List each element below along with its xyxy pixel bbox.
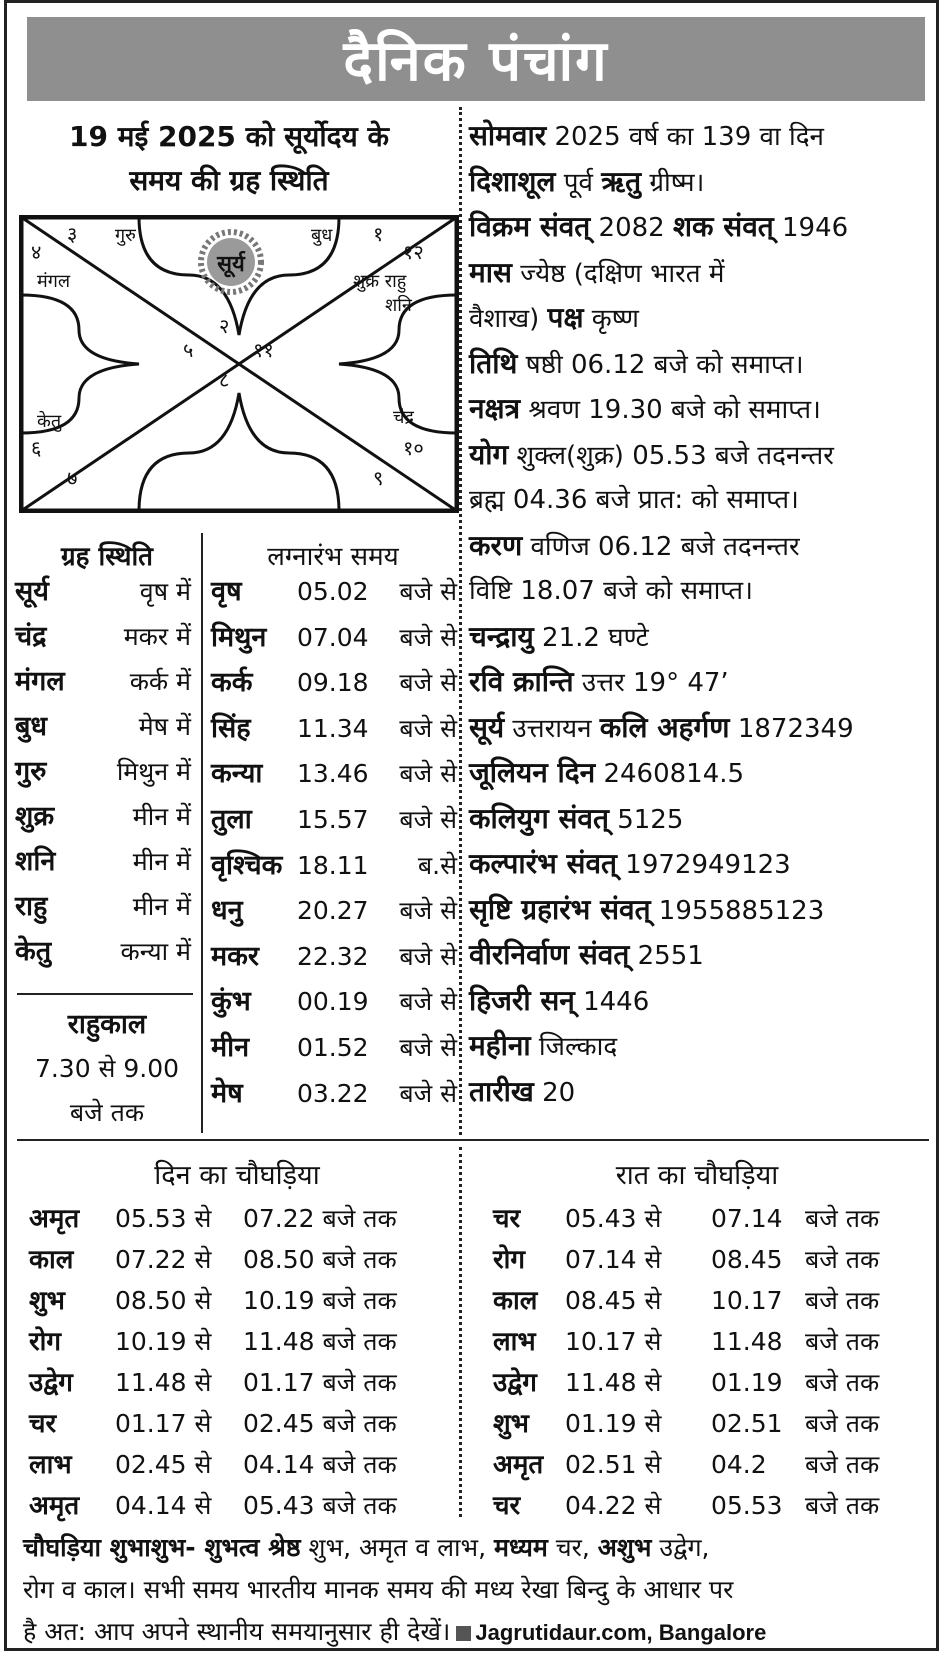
house-number: ११ <box>253 338 274 362</box>
panchang-value: वैशाख) <box>469 304 548 334</box>
panchang-line <box>469 341 804 387</box>
panchang-value: 20 <box>533 1077 576 1108</box>
day-choghadiya-row <box>29 1240 449 1280</box>
choghadiya-name: काल <box>29 1245 74 1275</box>
panchang-key: रवि क्रान्ति <box>469 665 574 698</box>
panchang-value: उत्तर 19° 47’ <box>573 668 729 698</box>
panchang-line <box>469 705 854 751</box>
lagna-time: 03.22 <box>297 1078 369 1108</box>
panchang-key: जूलियन दिन <box>469 756 596 789</box>
panchang-value: शुक्ल(शुक्र) 05.53 बजे तदनन्तर <box>508 440 834 471</box>
square-bullet-icon <box>456 1626 471 1641</box>
footer-text: उद्वेग, <box>651 1533 710 1562</box>
night-choghadiya-row <box>493 1199 933 1239</box>
lagna-row <box>211 751 457 797</box>
planet-mangal: मंगल <box>37 271 71 292</box>
panchang-value: कृष्ण <box>583 304 639 334</box>
choghadiya-from: 01.19 से <box>565 1409 662 1438</box>
graha-rashi: मिथुन में <box>116 757 191 786</box>
day-choghadiya-row <box>29 1363 449 1403</box>
choghadiya-to: 11.48 <box>711 1327 783 1356</box>
choghadiya-tail: बजे तक <box>805 1245 880 1274</box>
panchang-value: 2025 वर्ष का 139 वा दिन <box>546 122 824 152</box>
choghadiya-name: शुभ <box>493 1409 529 1439</box>
lagna-row <box>211 888 457 934</box>
night-choghadiya-heading: रात का चौघड़िया <box>615 1160 779 1191</box>
choghadiya-name: रोग <box>493 1245 526 1275</box>
choghadiya-name: काल <box>493 1286 538 1316</box>
lagna-name: कर्क <box>211 667 253 699</box>
lagna-row <box>211 706 457 752</box>
panchang-line <box>469 932 704 978</box>
graha-name: सूर्य <box>15 576 49 607</box>
lagna-name: तुला <box>211 804 252 835</box>
lagna-time: 09.18 <box>297 668 369 698</box>
panchang-line <box>469 750 744 796</box>
choghadiya-to: 08.50 बजे तक <box>243 1245 397 1274</box>
column-divider <box>459 107 462 1135</box>
panchang-line <box>469 614 649 660</box>
house-number: ४ <box>31 240 42 264</box>
choghadiya-to: 07.22 बजे तक <box>243 1204 397 1233</box>
panchang-key: तारीख <box>469 1074 534 1108</box>
footer-text: शुभ, अमृत व लाभ, <box>300 1533 494 1562</box>
panchang-line <box>469 978 649 1024</box>
choghadiya-tail: बजे तक <box>805 1286 880 1315</box>
panchang-line <box>469 250 724 296</box>
panchang-value: 1972949123 <box>617 850 791 880</box>
panchang-line <box>469 159 704 205</box>
panchang-key: शक संवत् <box>672 210 774 243</box>
source-credit: Jagrutidaur.com, Bangalore <box>475 1620 767 1645</box>
lagna-time: 01.52 <box>297 1033 369 1062</box>
night-choghadiya-row <box>493 1363 933 1403</box>
panchang-value: ब्रह्म 04.36 बजे प्रात: को समाप्त। <box>469 485 799 515</box>
panchang-value: जिल्काद <box>530 1032 618 1062</box>
lagna-name: धनु <box>211 895 243 927</box>
choghadiya-name: चर <box>493 1491 521 1521</box>
panchang-value: षष्ठी 06.12 बजे को समाप्त। <box>517 349 804 380</box>
choghadiya-from: 08.50 से <box>115 1286 212 1315</box>
graha-rashi: कर्क में <box>129 667 191 696</box>
choghadiya-to: 10.19 बजे तक <box>243 1286 397 1315</box>
lagna-suffix: बजे से <box>399 622 457 652</box>
lagna-name: मकर <box>211 940 259 972</box>
sun-label: सूर्य <box>217 252 245 277</box>
choghadiya-from: 11.48 से <box>115 1368 212 1397</box>
panchang-value: 1955885123 <box>650 895 825 926</box>
footer-note <box>23 1527 933 1654</box>
choghadiya-tail: बजे तक <box>805 1368 880 1397</box>
lagna-suffix: बजे से <box>399 1078 457 1108</box>
choghadiya-name: अमृत <box>29 1204 80 1234</box>
graha-name: मंगल <box>15 666 65 697</box>
house-number: ६ <box>31 436 42 460</box>
day-choghadiya-row <box>29 1199 449 1239</box>
panchang-value: 2460814.5 <box>595 759 745 789</box>
day-choghadiya-row <box>29 1404 449 1444</box>
choghadiya-tail: बजे तक <box>805 1204 880 1233</box>
lagna-time: 15.57 <box>297 805 369 834</box>
graha-row <box>15 659 195 705</box>
panchang-value: 21.2 घण्टे <box>533 622 649 653</box>
lagna-name: वृष <box>211 576 242 607</box>
panchang-key: तिथि <box>469 346 518 380</box>
panchang-key: ऋतु <box>601 164 642 198</box>
lagna-suffix: बजे से <box>399 805 457 834</box>
graha-name: राहु <box>15 891 48 922</box>
panchang-value: 2082 <box>590 213 673 243</box>
choghadiya-from: 05.43 से <box>565 1204 662 1233</box>
panchang-value: उत्तरायन <box>504 713 600 744</box>
planet-budh: बुध <box>311 225 333 246</box>
footer-key: मध्यम <box>494 1533 548 1562</box>
choghadiya-to: 08.45 <box>711 1245 783 1274</box>
panchang-line <box>469 432 834 478</box>
graha-name: बुध <box>15 711 48 742</box>
panchang-value: 1872349 <box>729 713 854 744</box>
graha-rashi: वृष में <box>139 577 191 606</box>
choghadiya-to: 02.45 बजे तक <box>243 1409 397 1438</box>
panchang-key: पक्ष <box>547 301 584 334</box>
house-number: ९ <box>373 466 384 490</box>
panchang-key: कलियुग संवत् <box>469 801 609 835</box>
lagna-suffix: बजे से <box>399 987 457 1017</box>
day-choghadiya-row <box>29 1486 449 1526</box>
day-choghadiya-row <box>29 1281 449 1321</box>
house-number: ८ <box>219 368 230 392</box>
panchang-value: वणिज 06.12 बजे तदनन्तर <box>522 531 800 562</box>
rahukaal-time: 7.30 से 9.00 <box>34 1054 180 1083</box>
panchang-value: ज्येष्ठ (दक्षिण भारत में <box>511 258 725 289</box>
night-choghadiya-row <box>493 1445 933 1485</box>
lagna-name: वृश्चिक <box>211 849 283 881</box>
lagna-row <box>211 797 457 843</box>
panchang-line <box>469 295 639 341</box>
panchang-key: मास <box>469 255 512 289</box>
lagna-time: 00.19 <box>297 987 369 1017</box>
panchang-key: हिजरी सन् <box>469 983 575 1017</box>
lagna-time: 05.02 <box>297 577 369 606</box>
panchang-line <box>469 477 799 523</box>
choghadiya-from: 10.19 से <box>115 1327 212 1356</box>
choghadiya-to: 07.14 <box>711 1204 783 1233</box>
choghadiya-to: 04.2 <box>711 1450 767 1479</box>
panchang-key: विक्रम संवत् <box>469 210 591 243</box>
graha-name: शुक्र <box>15 801 55 832</box>
graha-name: शनि <box>15 846 56 877</box>
choghadiya-tail: बजे तक <box>805 1327 880 1356</box>
divider <box>17 993 193 995</box>
panchang-key: चन्द्रायु <box>469 619 534 653</box>
lagna-row <box>211 1025 457 1071</box>
panchang-value: 1946 <box>773 213 849 243</box>
lagna-heading: लग्नारंभ समय <box>267 542 399 572</box>
lagna-row <box>211 660 457 706</box>
lagna-time: 18.11 <box>297 850 369 880</box>
choghadiya-to: 11.48 बजे तक <box>243 1327 397 1356</box>
choghadiya-to: 04.14 बजे तक <box>243 1450 397 1479</box>
choghadiya-from: 05.53 से <box>115 1204 212 1233</box>
choghadiya-tail: बजे तक <box>805 1450 880 1479</box>
lagna-row <box>211 615 457 661</box>
house-number: ७ <box>67 466 78 490</box>
panchang-key: दिशाशूल <box>469 164 556 198</box>
house-number: २ <box>219 314 230 338</box>
graha-sthiti-heading: ग्रह स्थिति <box>60 542 154 572</box>
day-choghadiya-heading: दिन का चौघड़िया <box>154 1160 320 1191</box>
lagna-row <box>211 1071 457 1117</box>
graha-row <box>15 704 195 750</box>
panchang-key: नक्षत्र <box>469 392 521 425</box>
panchang-line <box>469 523 800 569</box>
lagna-suffix: बजे से <box>399 713 457 743</box>
choghadiya-name: अमृत <box>29 1491 80 1521</box>
choghadiya-to: 02.51 <box>711 1409 783 1438</box>
panchang-line <box>469 659 729 705</box>
lagna-time: 11.34 <box>297 713 369 743</box>
choghadiya-name: उद्वेग <box>493 1368 537 1398</box>
panchang-key: वीरनिर्वाण संवत् <box>469 938 630 971</box>
panchang-value: विष्टि 18.07 बजे को समाप्त। <box>469 576 753 606</box>
panchang-key: योग <box>469 437 509 471</box>
choghadiya-tail: बजे तक <box>805 1409 880 1438</box>
choghadiya-from: 08.45 से <box>565 1286 662 1315</box>
choghadiya-to: 05.53 <box>711 1491 783 1520</box>
graha-row <box>15 569 195 615</box>
graha-row <box>15 614 195 660</box>
lagna-suffix: बजे से <box>399 759 457 789</box>
rahukaal-box <box>17 1003 197 1135</box>
choghadiya-to: 01.19 <box>711 1368 783 1397</box>
choghadiya-to: 01.17 बजे तक <box>243 1368 397 1397</box>
lagna-suffix: बजे से <box>399 941 457 971</box>
choghadiya-name: अमृत <box>493 1450 544 1480</box>
panchang-line <box>469 1069 575 1115</box>
panchang-value: 2551 <box>629 941 704 971</box>
lagna-name: कुंभ <box>211 986 251 1018</box>
planet-ketu: केतु <box>37 411 62 432</box>
panchang-line <box>469 796 683 842</box>
panchang-line <box>469 204 848 250</box>
choghadiya-from: 02.51 से <box>565 1450 662 1479</box>
rahukaal-heading: राहुकाल <box>67 1009 147 1040</box>
page-title: दैनिक पंचांग <box>343 29 609 94</box>
lagna-row <box>211 569 457 615</box>
night-choghadiya-row <box>493 1486 933 1526</box>
footer-text: चर, <box>547 1533 598 1562</box>
graha-row <box>15 749 195 795</box>
panchang-line <box>469 1023 617 1069</box>
panchang-line <box>469 841 791 887</box>
panchang-key: करण <box>469 528 523 562</box>
title-bar <box>27 17 925 101</box>
choghadiya-tail: बजे तक <box>805 1491 880 1520</box>
choghadiya-name: शुभ <box>29 1286 65 1316</box>
house-number: ५ <box>183 338 194 362</box>
house-number: ३ <box>67 222 78 246</box>
day-choghadiya-row <box>29 1322 449 1362</box>
panchang-key: सृष्टि ग्रहारंभ संवत् <box>469 892 651 926</box>
lagna-suffix: बजे से <box>399 577 457 606</box>
lagna-row <box>211 979 457 1025</box>
graha-row <box>15 884 195 930</box>
lagna-time: 07.04 <box>297 622 369 652</box>
lagna-row <box>211 843 457 889</box>
panchang-line <box>469 887 824 933</box>
choghadiya-from: 10.17 से <box>565 1327 662 1356</box>
planet-shani: शनि <box>385 295 412 316</box>
lagna-suffix: बजे से <box>399 668 457 698</box>
choghadiya-name: लाभ <box>493 1327 536 1357</box>
lagna-name: मिथुन <box>211 621 267 653</box>
night-choghadiya-row <box>493 1404 933 1444</box>
panchang-page <box>4 0 939 1651</box>
planet-shukra-rahu: शुक्र राहु <box>353 271 407 292</box>
graha-name: केतु <box>15 936 52 967</box>
panchang-key: कल्पारंभ संवत् <box>469 847 618 880</box>
footer-line3: है अत: आप अपने स्थानीय समयानुसार ही देखें। <box>23 1617 451 1646</box>
panchang-value: पूर्व <box>555 167 602 198</box>
lagna-name: मीन <box>211 1032 250 1063</box>
panchang-line <box>469 386 821 432</box>
lagna-time: 22.32 <box>297 941 369 971</box>
graha-row <box>15 794 195 840</box>
panchang-value: 5125 <box>608 804 684 835</box>
choghadiya-from: 07.22 से <box>115 1245 212 1274</box>
night-choghadiya-row <box>493 1322 933 1362</box>
choghadiya-from: 01.17 से <box>115 1409 212 1438</box>
graha-name: गुरु <box>15 756 47 787</box>
planet-guru: गुरु <box>115 225 136 246</box>
panchang-line <box>469 568 753 614</box>
choghadiya-name: चर <box>29 1409 57 1439</box>
footer-key: अशुभ <box>597 1533 652 1562</box>
graha-rashi: मीन में <box>132 802 191 831</box>
night-choghadiya-row <box>493 1281 933 1321</box>
kundali-chart <box>19 215 459 513</box>
graha-rashi: मीन में <box>132 847 191 876</box>
graha-rashi: मीन में <box>132 892 191 921</box>
panchang-value: ग्रीष्म। <box>641 167 705 198</box>
day-choghadiya-row <box>29 1445 449 1485</box>
chart-heading-line1: 19 मई 2025 को सूर्योदय के <box>69 120 389 153</box>
divider <box>17 1139 929 1141</box>
lagna-time: 20.27 <box>297 896 369 926</box>
choghadiya-to: 05.43 बजे तक <box>243 1491 397 1520</box>
choghadiya-name: चर <box>493 1204 521 1234</box>
chart-heading <box>25 115 433 203</box>
lagna-time: 13.46 <box>297 759 369 789</box>
chart-heading-line2: समय की ग्रह स्थिति <box>129 164 329 197</box>
house-number: १२ <box>403 240 424 264</box>
panchang-value: 1446 <box>574 986 650 1017</box>
graha-row <box>15 839 195 885</box>
panchang-key: सोमवार <box>469 119 547 152</box>
choghadiya-to: 10.17 <box>711 1286 783 1315</box>
column-divider <box>201 533 203 1133</box>
panchang-value: श्रवण 19.30 बजे को समाप्त। <box>520 395 821 425</box>
panchang-key: सूर्य <box>469 710 505 744</box>
graha-rashi: मकर में <box>123 622 191 651</box>
choghadiya-name: उद्वेग <box>29 1368 73 1398</box>
column-divider <box>459 1147 462 1517</box>
choghadiya-name: लाभ <box>29 1450 72 1480</box>
graha-rashi: कन्या में <box>120 937 191 966</box>
choghadiya-name: रोग <box>29 1327 62 1357</box>
choghadiya-from: 02.45 से <box>115 1450 212 1479</box>
graha-name: चंद्र <box>15 621 47 652</box>
graha-rashi: मेष में <box>138 712 191 741</box>
footer-line2: रोग व काल। सभी समय भारतीय मानक समय की मध्य रेखा बिन्दु के आधार पर <box>23 1575 734 1604</box>
rahukaal-suffix: बजे तक <box>69 1098 145 1127</box>
lagna-row <box>211 934 457 980</box>
choghadiya-from: 11.48 से <box>565 1368 662 1397</box>
house-number: १० <box>403 436 424 460</box>
lagna-suffix: बजे से <box>399 896 457 926</box>
lagna-name: कन्या <box>211 758 263 790</box>
graha-row <box>15 929 195 975</box>
panchang-line <box>469 113 824 159</box>
lagna-suffix: बजे से <box>399 1033 457 1062</box>
lagna-name: सिंह <box>211 712 251 744</box>
choghadiya-from: 04.22 से <box>565 1491 662 1520</box>
choghadiya-from: 04.14 से <box>115 1491 212 1520</box>
panchang-key: महीना <box>469 1029 531 1062</box>
choghadiya-from: 07.14 से <box>565 1245 662 1274</box>
house-number: १ <box>373 222 384 246</box>
lagna-suffix: ब.से <box>417 850 457 880</box>
footer-key: चौघड़िया शुभाशुभ- शुभत्व श्रेष्ठ <box>23 1533 301 1562</box>
lagna-name: मेष <box>211 1077 243 1109</box>
panchang-key: कलि अहर्गण <box>599 710 730 744</box>
night-choghadiya-row <box>493 1240 933 1280</box>
planet-chandra: चंद्र <box>393 407 414 428</box>
